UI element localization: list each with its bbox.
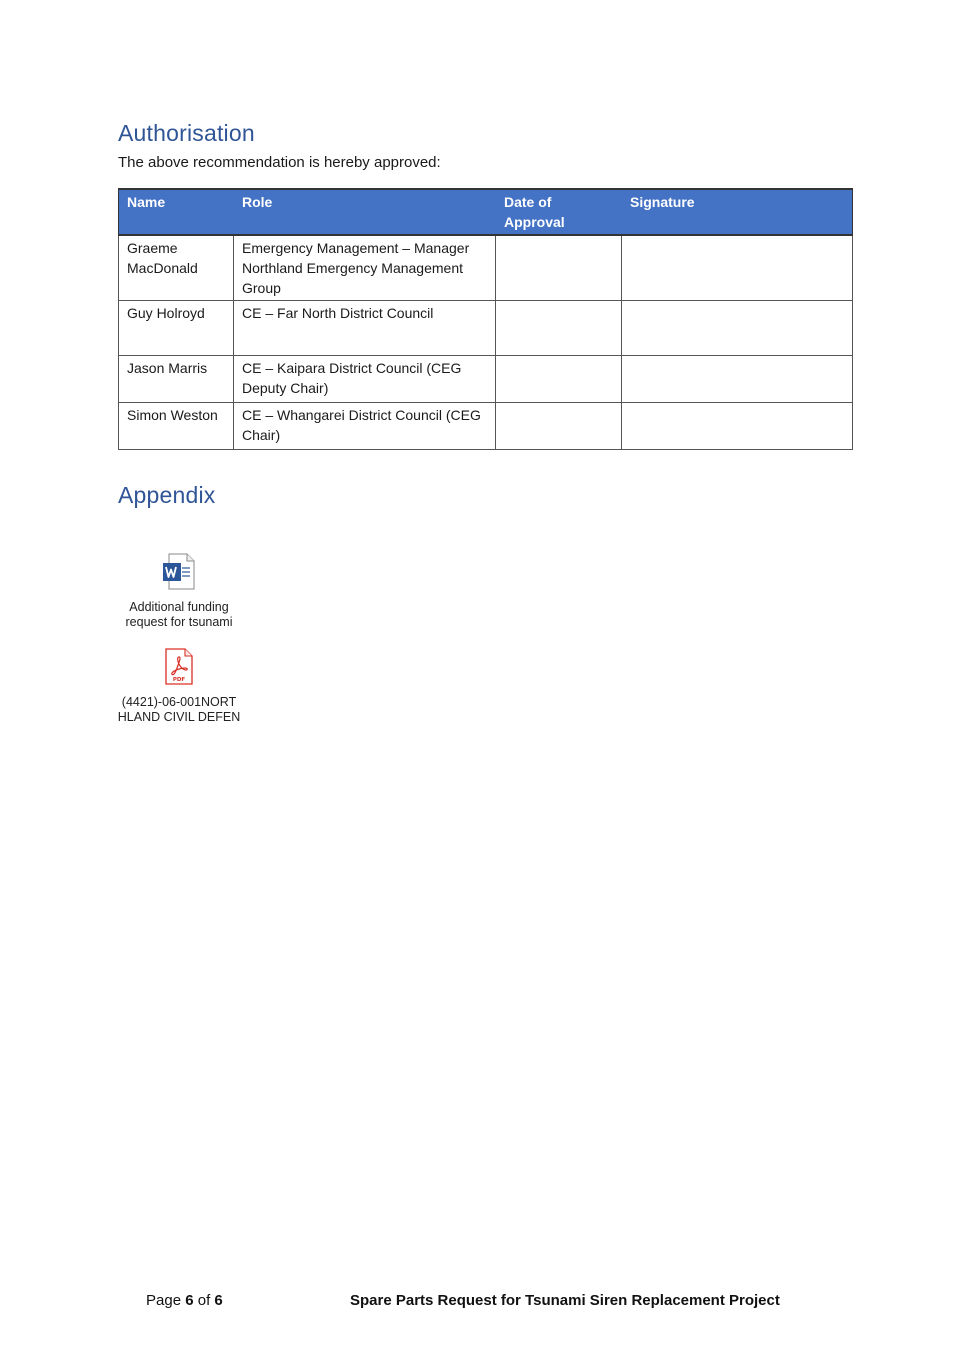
cell-name: Jason Marris: [119, 356, 234, 403]
attachment-label-line2: request for tsunami: [125, 615, 233, 629]
cell-role: CE – Far North District Council: [234, 301, 496, 356]
footer-page-current: 6: [185, 1292, 194, 1309]
footer-page-prefix: Page: [146, 1292, 182, 1309]
svg-text:PDF: PDF: [172, 677, 186, 683]
cell-date[interactable]: [496, 356, 622, 403]
footer-page-total: 6: [214, 1292, 223, 1309]
cell-date[interactable]: [496, 403, 622, 450]
pdf-document-icon: [114, 647, 244, 691]
attachment-label-line2: HLAND CIVIL DEFEN: [117, 710, 241, 724]
table-row: [119, 356, 853, 403]
attachment-label-line1: Additional funding: [129, 600, 229, 614]
cell-date[interactable]: [496, 235, 622, 301]
cell-date[interactable]: [496, 301, 622, 356]
header-role: Role: [234, 189, 496, 235]
table-row: [119, 235, 853, 301]
cell-name: Simon Weston: [119, 403, 234, 450]
cell-role: CE – Whangarei District Council (CEG Chair): [234, 403, 496, 450]
footer-page-of: of: [197, 1292, 211, 1309]
cell-signature[interactable]: [622, 235, 853, 301]
table-row: [119, 301, 853, 356]
header-date-of-approval: Date of Approval: [496, 189, 622, 235]
word-attachment[interactable]: [114, 552, 244, 630]
cell-signature[interactable]: [622, 301, 853, 356]
table-header-row: [119, 189, 853, 235]
appendix-heading: Appendix: [118, 482, 216, 508]
table-row: [119, 403, 853, 450]
cell-name: Graeme MacDonald: [119, 235, 234, 301]
authorisation-intro: The above recommendation is hereby approved:: [118, 154, 441, 171]
word-document-icon: [114, 552, 244, 596]
cell-signature[interactable]: [622, 403, 853, 450]
footer-page-number: [146, 1292, 223, 1309]
footer-document-title: Spare Parts Request for Tsunami Siren Replacement Project: [350, 1292, 780, 1309]
authorisation-heading: Authorisation: [118, 120, 255, 146]
header-name: Name: [119, 189, 234, 235]
authorisation-table: [118, 188, 853, 450]
cell-role: CE – Kaipara District Council (CEG Deputy Chair): [234, 356, 496, 403]
pdf-attachment[interactable]: [114, 647, 244, 725]
attachment-label-line1: (4421)-06-001NORT: [121, 695, 237, 709]
header-signature: Signature: [622, 189, 853, 235]
cell-name: Guy Holroyd: [119, 301, 234, 356]
cell-role: Emergency Management – Manager Northland Emergency Management Group: [234, 235, 496, 301]
cell-signature[interactable]: [622, 356, 853, 403]
